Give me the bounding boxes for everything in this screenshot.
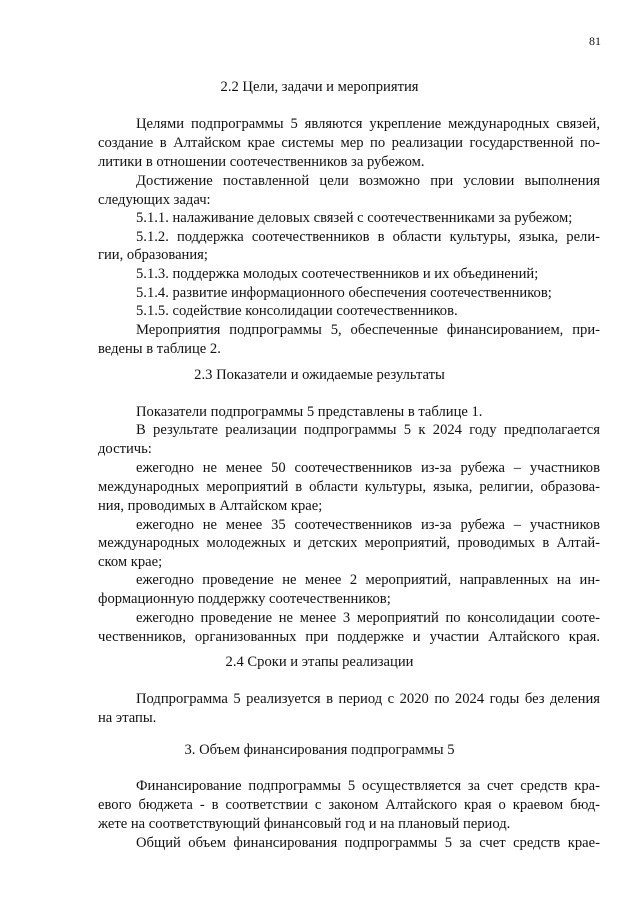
paragraph-line: евого бюджета - в соответствии с законом Алтайского края о краевом бюд- [98, 797, 600, 813]
paragraph-line: ния, проводимых в Алтайском крае; [98, 498, 323, 514]
section-heading-3: 3. Объем финансирования подпрограммы 5 [184, 742, 455, 758]
paragraph-line: создание в Алтайском крае системы мер по реализации государственной по- [98, 135, 600, 151]
section-heading-2-2: 2.2 Цели, задачи и мероприятия [220, 79, 419, 95]
paragraph-line: Подпрограмма 5 реализуется в период с 2020 по 2024 годы без деления [136, 691, 600, 707]
paragraph-line: Целями подпрограммы 5 являются укрепление международных связей, [136, 116, 600, 132]
page-number: 81 [589, 34, 601, 48]
paragraph-line: достичь: [98, 441, 152, 457]
paragraph-line: ежегодно проведение не менее 2 мероприятий, направленных на ин- [136, 572, 600, 588]
paragraph-line: ежегодно проведение не менее 3 мероприятий по консолидации сооте- [136, 610, 600, 626]
paragraph-line: ежегодно не менее 35 соотечественников из-за рубежа – участников [136, 517, 600, 533]
section-heading-2-4: 2.4 Сроки и этапы реализации [225, 654, 414, 670]
list-item: 5.1.3. поддержка молодых соотечественников и их объединений; [136, 266, 539, 282]
paragraph-line: ском крае; [98, 554, 163, 570]
paragraph-line: жете на соответствующий финансовый год и на плановый период. [98, 816, 511, 832]
paragraph-line: формационную поддержку соотечественников; [98, 591, 391, 607]
paragraph-line: Мероприятия подпрограммы 5, обеспеченные финансированием, при- [136, 322, 600, 338]
paragraph-line: Достижение поставленной цели возможно при условии выполнения [136, 173, 600, 189]
paragraph-line: В результате реализации подпрограммы 5 к 2024 году предполагается [136, 422, 600, 438]
paragraph-line: Показатели подпрограммы 5 представлены в таблице 1. [136, 404, 483, 420]
list-item: 5.1.1. налаживание деловых связей с соотечественниками за рубежом; [136, 210, 573, 226]
paragraph-line: ведены в таблице 2. [98, 341, 221, 357]
list-item-continuation: гии, образования; [98, 247, 208, 263]
paragraph-line: чественников, организованных при поддержке и участии Алтайского края. [98, 629, 600, 645]
paragraph-line: международных мероприятий в области культуры, языка, религии, образова- [98, 479, 600, 495]
list-item: 5.1.4. развитие информационного обеспечения соотечественников; [136, 285, 552, 301]
paragraph-line: Общий объем финансирования подпрограммы 5 за счет средств крае- [136, 835, 600, 851]
list-item: 5.1.2. поддержка соотечественников в области культуры, языка, рели- [136, 229, 600, 245]
section-heading-2-3: 2.3 Показатели и ожидаемые результаты [194, 367, 445, 383]
list-item: 5.1.5. содействие консолидации соотечественников. [136, 303, 458, 319]
paragraph-line: на этапы. [98, 710, 157, 726]
paragraph-line: Финансирование подпрограммы 5 осуществляется за счет средств кра- [136, 778, 600, 794]
paragraph-line: литики в отношении соотечественников за рубежом. [98, 154, 425, 170]
paragraph-line: ежегодно не менее 50 соотечественников из-за рубежа – участников [136, 460, 600, 476]
paragraph-line: международных молодежных и детских мероприятий, проводимых в Алтай- [98, 535, 600, 551]
paragraph-line: следующих задач: [98, 192, 211, 208]
